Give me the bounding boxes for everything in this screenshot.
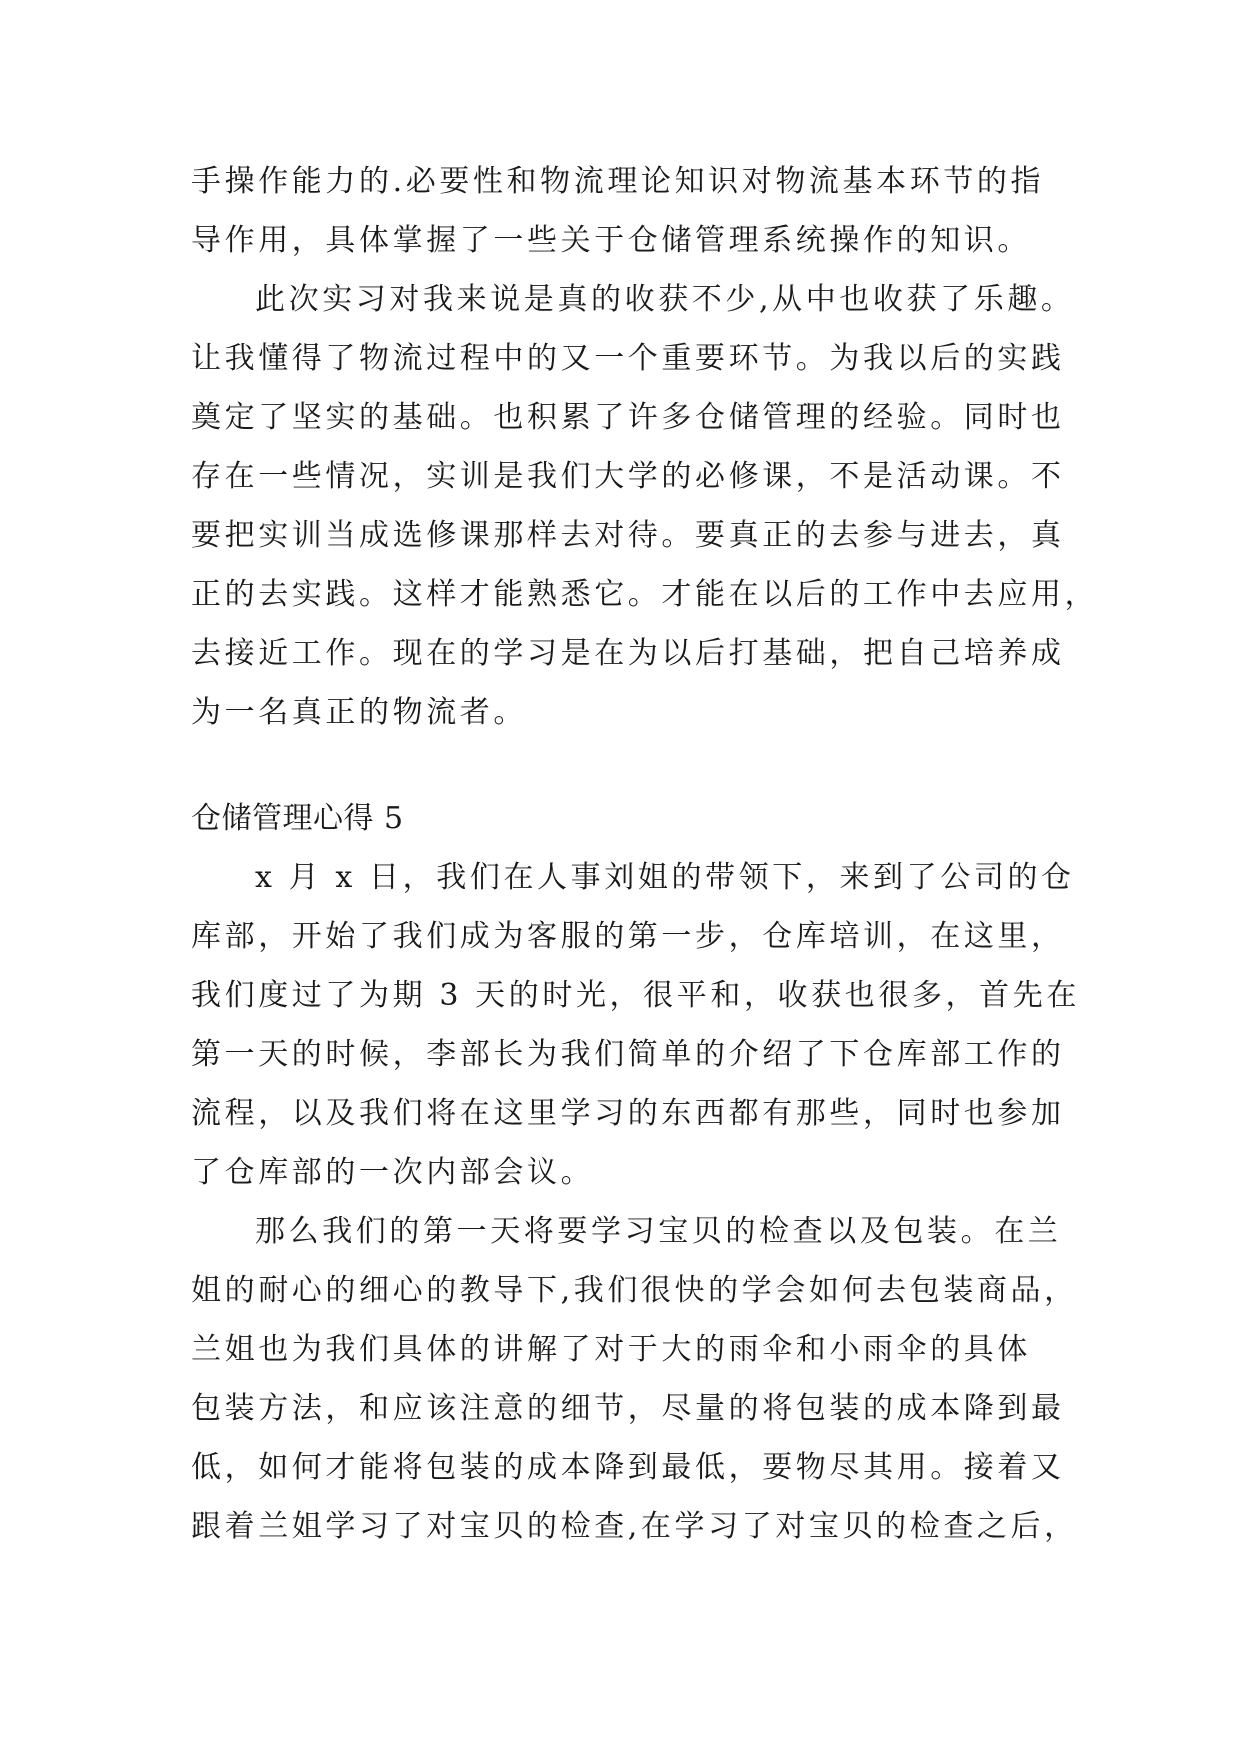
text-line: 导作用，具体掌握了一些关于仓储管理系统操作的知识。 (191, 223, 1031, 258)
text-line: 跟着兰姐学习了对宝贝的检查,在学习了对宝贝的检查之后， (191, 1509, 1078, 1544)
section-spacer (191, 742, 1071, 789)
text-line: 包装方法，和应该注意的细节，尽量的将包装的成本降到最 (191, 1391, 1065, 1426)
text-line: 兰姐也为我们具体的讲解了对于大的雨伞和小雨伞的具体 (191, 1332, 1031, 1367)
text-line: 去接近工作。现在的学习是在为以后打基础，把自己培养成 (191, 636, 1065, 671)
text-line: 让我懂得了物流过程中的又一个重要环节。为我以后的实践 (191, 341, 1065, 376)
paragraph (191, 270, 1099, 742)
text-line: 要把实训当成选修课那样去对待。要真正的去参与进去，真 (191, 518, 1065, 553)
text-line: 存在一些情况，实训是我们大学的必修课，不是活动课。不 (191, 459, 1065, 494)
text-line: 正的去实践。这样才能熟悉它。才能在以后的工作中去应用， (191, 577, 1099, 612)
text-line: 手操作能力的.必要性和物流理论知识对物流基本环节的指 (191, 164, 1045, 199)
text-line: 第一天的时候，李部长为我们简单的介绍了下仓库部工作的 (191, 1037, 1065, 1072)
paragraph (191, 1202, 1078, 1556)
text-line: 姐的耐心的细心的教导下,我们很快的学会如何去包装商品， (191, 1273, 1078, 1308)
text-line: 奠定了坚实的基础。也积累了许多仓储管理的经验。同时也 (191, 400, 1065, 435)
document-body (191, 152, 1099, 1556)
text-line: 低，如何才能将包装的成本降到最低，要物尽其用。接着又 (191, 1450, 1065, 1485)
text-line: 了仓库部的一次内部会议。 (191, 1155, 595, 1190)
text-line: 我们度过了为期 3 天的时光，很平和，收获也很多，首先在 (191, 978, 1080, 1013)
text-line: 为一名真正的物流者。 (191, 695, 527, 730)
paragraph (191, 848, 1080, 1202)
text-line: 库部，开始了我们成为客服的第一步，仓库培训，在这里， (191, 919, 1065, 954)
text-line: 此次实习对我来说是真的收获不少,从中也收获了乐趣。 (255, 282, 1075, 317)
text-line: x 月 x 日，我们在人事刘姐的带领下，来到了公司的仓 (255, 860, 1075, 895)
text-line: 流程，以及我们将在这里学习的东西都有那些，同时也参加 (191, 1096, 1065, 1131)
section-title: 仓储管理心得 5 (191, 801, 404, 836)
text-line: 那么我们的第一天将要学习宝贝的检查以及包装。在兰 (255, 1214, 1062, 1249)
paragraph-continuation (191, 152, 1071, 270)
